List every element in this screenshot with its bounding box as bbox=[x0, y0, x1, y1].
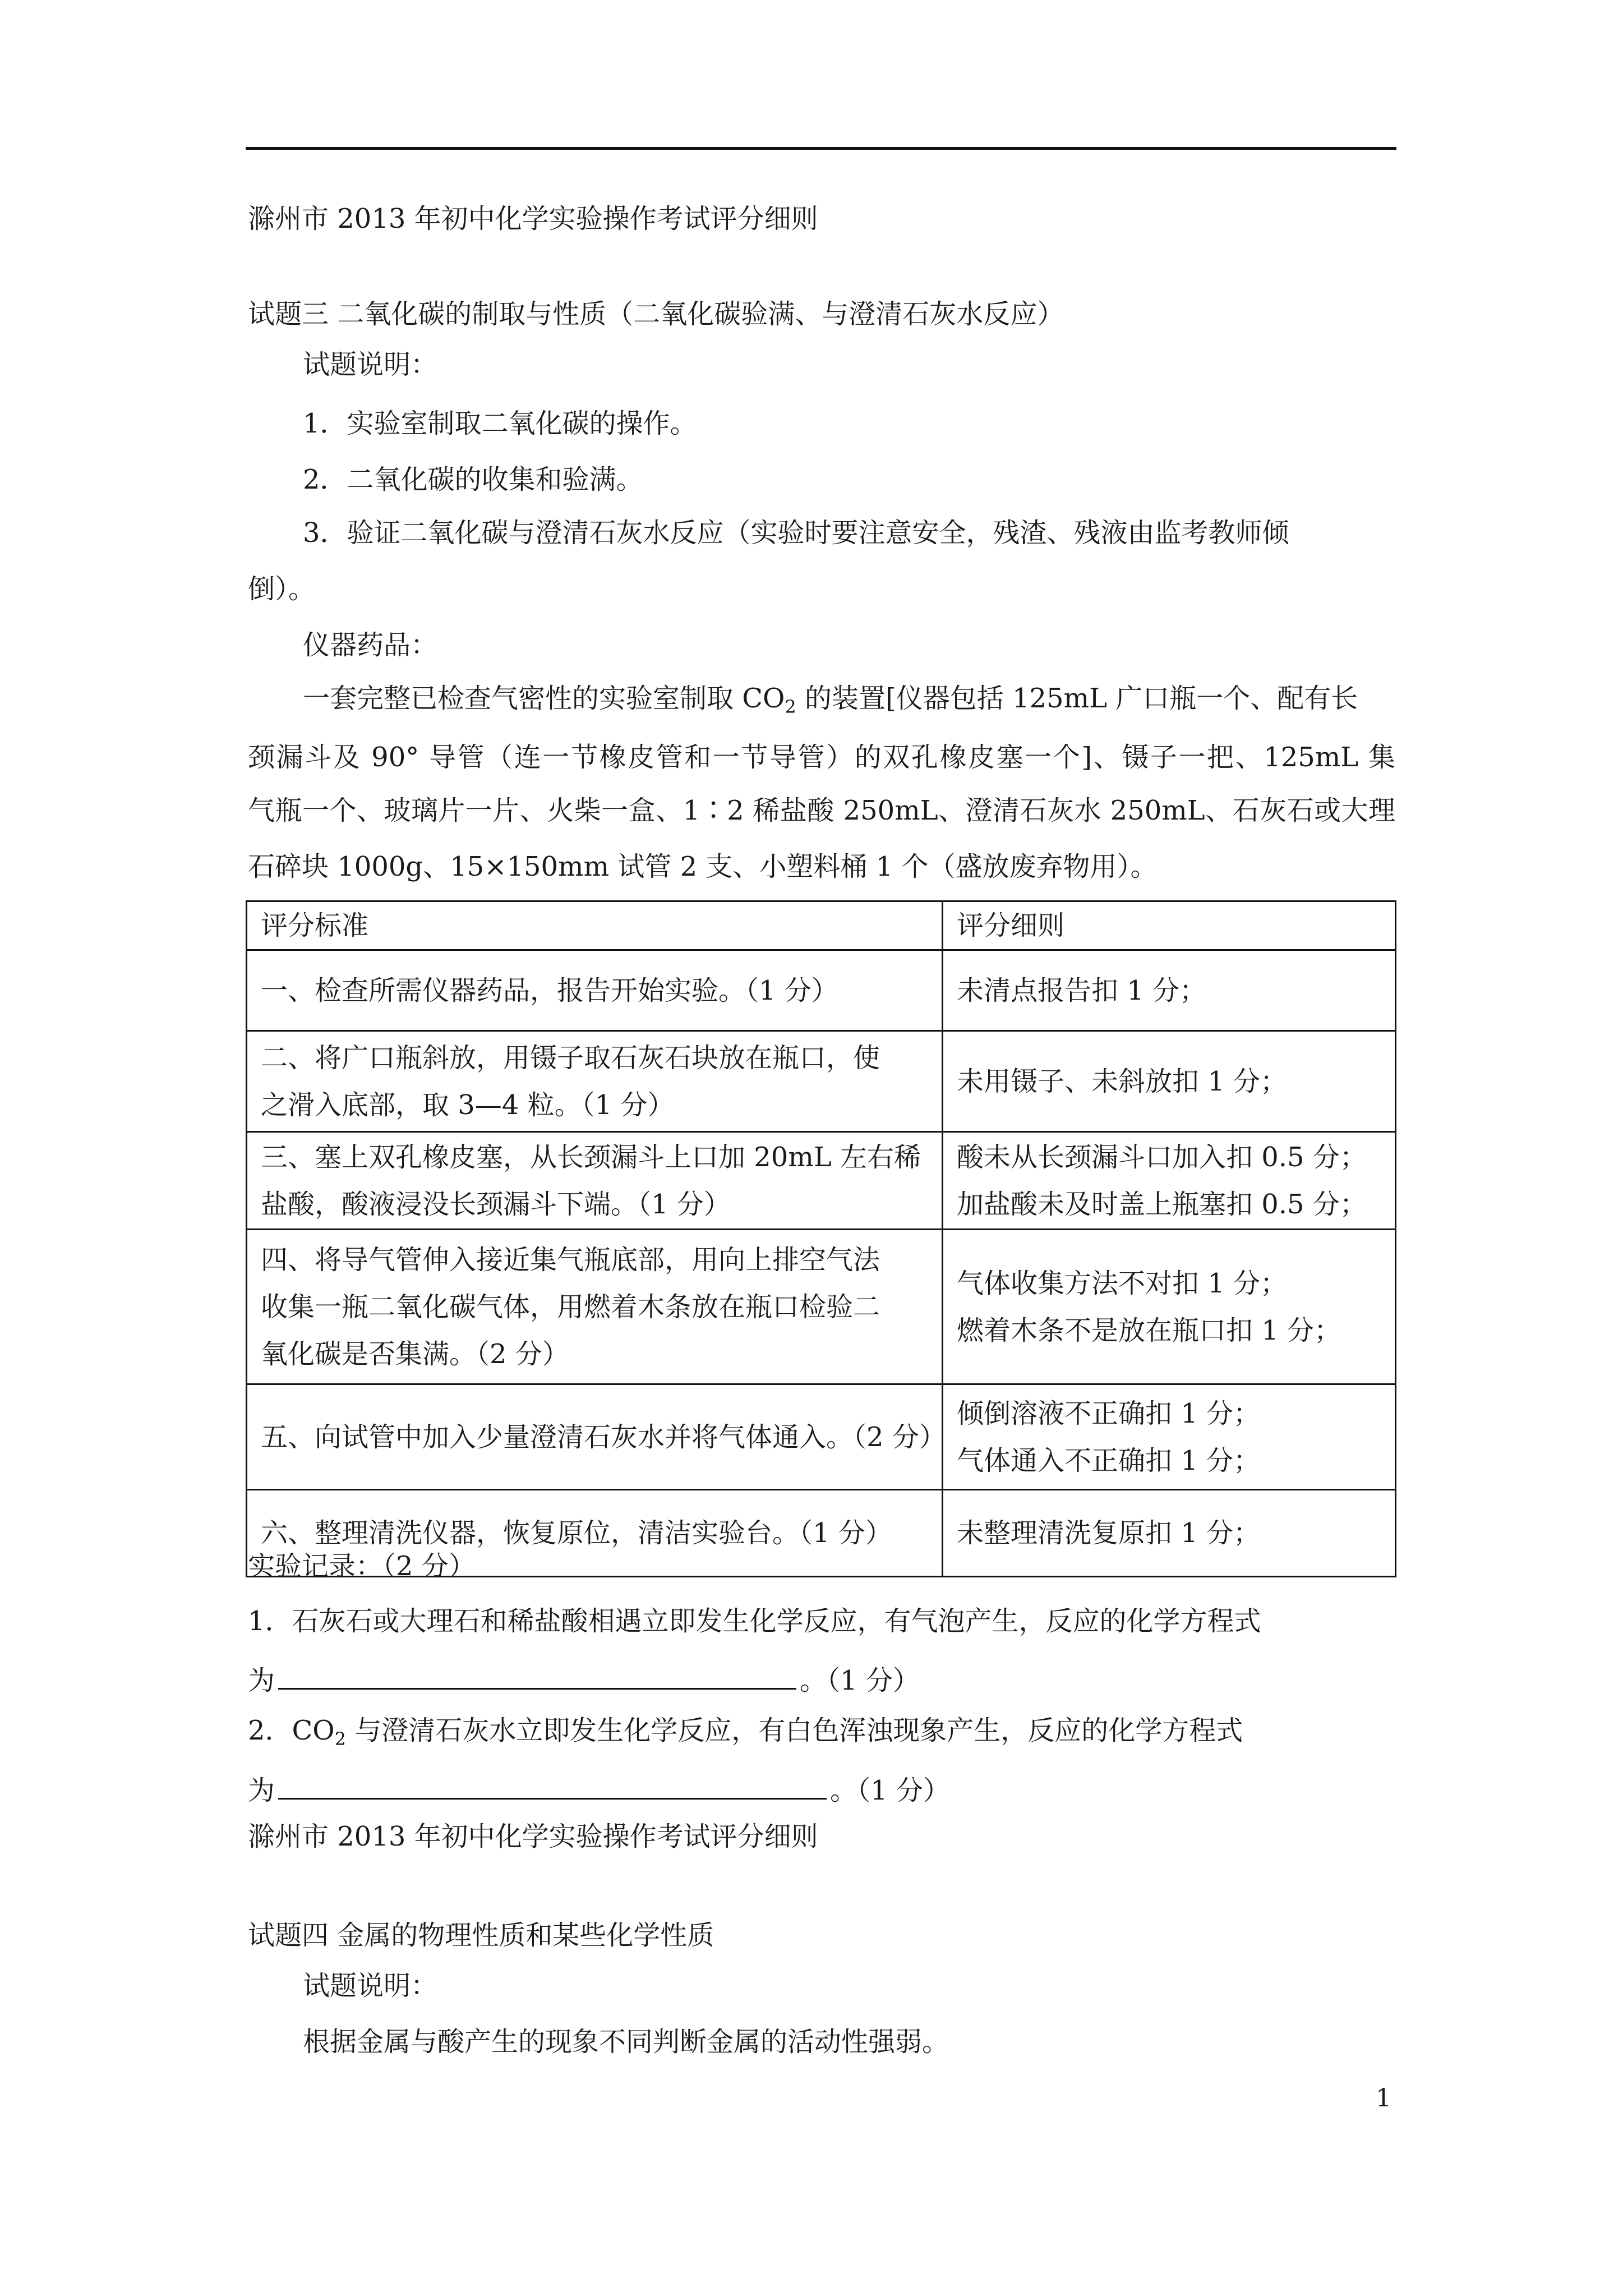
table-row bbox=[247, 1031, 1396, 1132]
document-title-2: 滁州市 2013 年初中化学实验操作考试评分细则 bbox=[248, 1821, 818, 1852]
test3-equip-line-1: 一套完整已检查气密性的实验室制取 $CO_2$ 的装置[仪器包括 125mL 广口瓶一个、配有长 bbox=[303, 683, 1358, 717]
row1-detail: 未清点报告扣 1 分； bbox=[943, 950, 1396, 1031]
header-rule bbox=[246, 147, 1396, 150]
test3-equip-heading: 仪器药品： bbox=[303, 629, 438, 661]
row4-detail: 气体收集方法不对扣 1 分； 燃着木条不是放在瓶口扣 1 分； bbox=[943, 1230, 1396, 1384]
record-q1-line-1: 1．石灰石或大理石和稀盐酸相遇立即发生化学反应，有气泡产生，反应的化学方程式 bbox=[248, 1605, 1261, 1637]
test3-desc-heading: 试题说明： bbox=[303, 349, 438, 380]
table-row bbox=[247, 950, 1396, 1031]
test3-equip-line-2: 颈漏斗及 90° 导管（连一节橡皮管和一节导管）的双孔橡皮塞一个]、镊子一把、125mL 集 bbox=[248, 742, 1395, 773]
table-header-row bbox=[247, 901, 1396, 950]
answer-blank-1[interactable] bbox=[278, 1659, 796, 1690]
scoring-table bbox=[246, 900, 1396, 1577]
row5-detail: 倾倒溶液不正确扣 1 分； 气体通入不正确扣 1 分； bbox=[943, 1384, 1396, 1490]
record-q1-line-2: 为 。（1 分） bbox=[248, 1659, 920, 1697]
test3-item-1: 1．实验室制取二氧化碳的操作。 bbox=[303, 408, 697, 439]
row3-detail: 酸未从长颈漏斗口加入扣 0.5 分； 加盐酸未及时盖上瓶塞扣 0.5 分； bbox=[943, 1132, 1396, 1230]
record-q2-line-2: 为 。（1 分） bbox=[248, 1769, 950, 1807]
test3-equip-line-4: 石碎块 1000g、15×150mm 试管 2 支、小塑料桶 1 个（盛放废弃物用）。 bbox=[248, 851, 1158, 882]
table-header-detail: 评分细则 bbox=[943, 901, 1396, 950]
test3-equip-line-3: 气瓶一个、玻璃片一片、火柴一盒、1∶2 稀盐酸 250mL、澄清石灰水 250mL、石灰石或大理 bbox=[248, 795, 1395, 826]
table-row bbox=[247, 1230, 1396, 1384]
row1-standard: 一、检查所需仪器药品，报告开始实验。（1 分） bbox=[247, 950, 943, 1031]
row6-standard: 六、整理清洗仪器，恢复原位，清洁实验台。（1 分） bbox=[247, 1490, 943, 1577]
test3-title: 试题三 二氧化碳的制取与性质（二氧化碳验满、与澄清石灰水反应） bbox=[248, 298, 1064, 330]
document-title: 滁州市 2013 年初中化学实验操作考试评分细则 bbox=[248, 203, 818, 234]
test3-item-2: 2．二氧化碳的收集和验满。 bbox=[303, 464, 643, 495]
row2-standard: 二、将广口瓶斜放，用镊子取石灰石块放在瓶口，使 之滑入底部，取 3—4 粒。（1 分） bbox=[247, 1031, 943, 1132]
table-row bbox=[247, 1132, 1396, 1230]
table-row bbox=[247, 1384, 1396, 1490]
answer-blank-2[interactable] bbox=[278, 1769, 827, 1800]
record-q2-line-1: 2．$CO_2$ 与澄清石灰水立即发生化学反应，有白色浑浊现象产生，反应的化学方程式 bbox=[248, 1715, 1243, 1750]
row4-standard: 四、将导气管伸入接近集气瓶底部，用向上排空气法 收集一瓶二氧化碳气体，用燃着木条放在瓶口检验二 氧化碳是否集满。（2 分） bbox=[247, 1230, 943, 1384]
row3-standard: 三、塞上双孔橡皮塞，从长颈漏斗上口加 20mL 左右稀 盐酸，酸液浸没长颈漏斗下端。（1 分） bbox=[247, 1132, 943, 1230]
test4-desc-heading: 试题说明： bbox=[303, 1970, 438, 2001]
row5-standard: 五、向试管中加入少量澄清石灰水并将气体通入。（2 分） bbox=[247, 1384, 943, 1490]
table-header-standard: 评分标准 bbox=[247, 901, 943, 950]
test4-title: 试题四 金属的物理性质和某些化学性质 bbox=[248, 1920, 714, 1951]
row6-detail: 未整理清洗复原扣 1 分； bbox=[943, 1490, 1396, 1577]
row2-detail: 未用镊子、未斜放扣 1 分； bbox=[943, 1031, 1396, 1132]
test3-item-3: 3．验证二氧化碳与澄清石灰水反应（实验时要注意安全，残渣、残液由监考教师倾 bbox=[303, 517, 1289, 549]
page-number: 1 bbox=[1376, 2084, 1391, 2113]
test4-desc: 根据金属与酸产生的现象不同判断金属的活动性强弱。 bbox=[303, 2026, 949, 2058]
test3-item-3-cont: 倒）。 bbox=[248, 573, 316, 605]
record-heading: 实验记录：（2 分） bbox=[248, 1550, 476, 1582]
